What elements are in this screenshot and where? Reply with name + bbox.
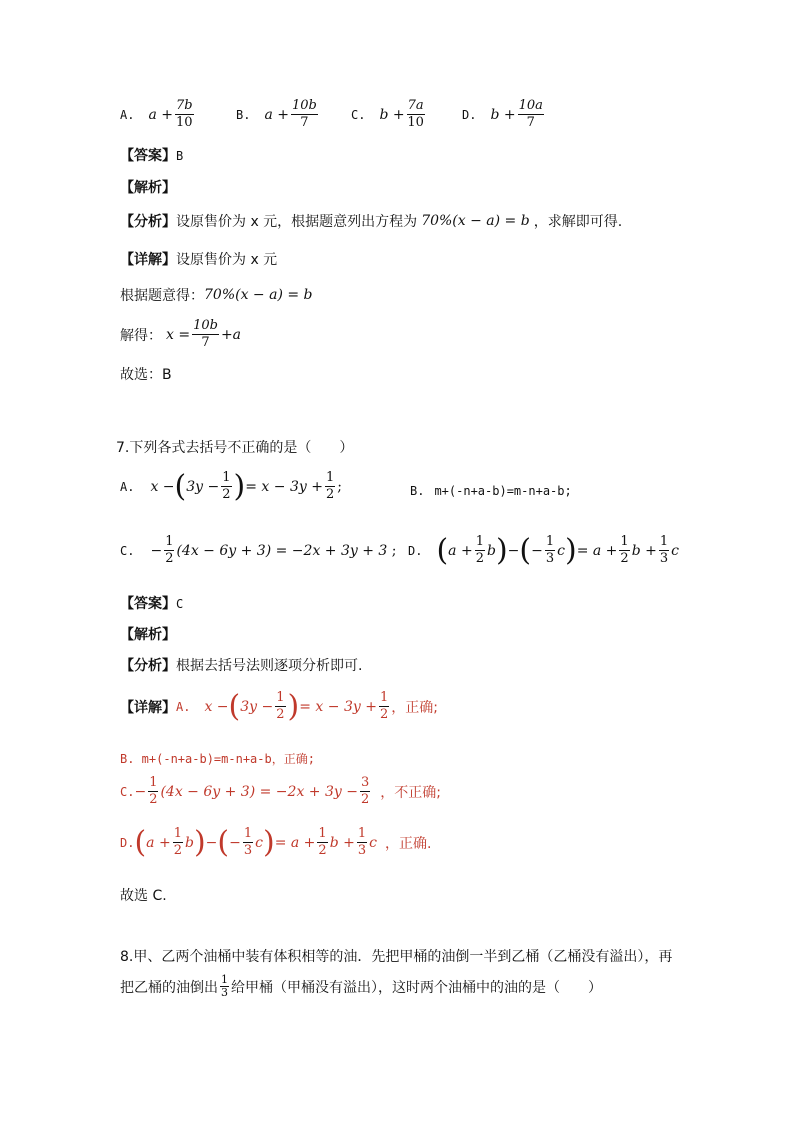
- q7-option-a: A. x − ( 3y − $\frac{1}{2}$ ) = x − 3y + $\frac{1}{2}$ ;: [120, 468, 342, 504]
- q6-option-c: C. b + $\frac{7a}{10}$: [351, 98, 424, 130]
- q6-fenxi: 【分析】 设原售价为 x 元，根据题意列出方程为 70%(x − a) = b ，求解即可得.: [120, 213, 623, 230]
- q7-conclusion: 故选 C.: [120, 888, 167, 904]
- q7-fenxi: 【分析】根据去括号法则逐项分析即可.: [120, 658, 363, 674]
- q7-detail-a: 【详解】 A. x − ( 3y − $\frac{1}{2}$ ) = x − 3y + $\frac{1}{2}$ ，正确;: [120, 688, 438, 724]
- q7-option-c: C. − $\frac{1}{2}$ (4x − 6y + 3) = −2x + 3y + 3 ;: [120, 534, 397, 566]
- q7-jiexi: 【解析】: [120, 627, 176, 643]
- q6-option-a: A. a + $\frac{7b}{10}$: [120, 98, 193, 130]
- q6-answer: 【答案】B: [120, 148, 184, 164]
- option-letter: A.: [120, 107, 135, 122]
- q6-option-b: B. a + $\frac{10b}{7}$: [236, 98, 317, 130]
- q8-line-1: 8.甲、乙两个油桶中装有体积相等的油．先把甲桶的油倒一半到乙桶（乙桶没有溢出），再: [120, 949, 673, 965]
- fraction: $\frac{7a}{10}$: [407, 98, 424, 130]
- q6-option-d: D. b + $\frac{10a}{7}$: [462, 98, 543, 130]
- q7-detail-d: D. ( a + $\frac{1}{2}$ b ) − ( − $\frac{1}{3}$ c ) = a + $\frac{1}{2}$ b + $\frac{1}{3}$ c ，正确.: [120, 824, 432, 860]
- q6-xiangjie: 【详解】设原售价为 x 元: [120, 252, 278, 268]
- q7-detail-c: C. − $\frac{1}{2}$ (4x − 6y + 3) = −2x + 3y − $\frac{3}{2}$ ，不正确;: [120, 775, 441, 807]
- q7-option-b: B. m+(-n+a-b)=m-n+a-b;: [410, 484, 572, 498]
- q7-answer: 【答案】C: [120, 596, 184, 612]
- fraction: $\frac{10b}{7}$: [292, 98, 317, 130]
- fraction: $\frac{10b}{7}$: [193, 318, 218, 350]
- fraction: $\frac{1}{3}$: [221, 973, 228, 999]
- q6-conclusion: 故选：B: [120, 367, 172, 383]
- q7-stem: 7.下列各式去括号不正确的是（ ）: [116, 440, 354, 456]
- q8-line-2: 把乙桶的油倒出 $\frac{1}{3}$ 给甲桶（甲桶没有溢出），这时两个油桶中的油的是（ ）: [120, 973, 602, 999]
- q6-step2: 解得： x = $\frac{10b}{7}$ +a: [120, 318, 242, 350]
- q7-detail-b: B. m+(-n+a-b)=m-n+a-b，正确;: [120, 752, 315, 766]
- q6-jiexi: 【解析】: [120, 180, 176, 196]
- q6-step1: 根据题意得： 70%(x − a) = b: [120, 287, 313, 304]
- fraction: $\frac{7b}{10}$: [176, 98, 193, 130]
- q7-option-d: D. ( a + $\frac{1}{2}$ b ) − ( − $\frac{1}{3}$ c ) = a + $\frac{1}{2}$ b + $\frac{1}{3}$ c: [408, 532, 679, 568]
- fraction: $\frac{10a}{7}$: [518, 98, 543, 130]
